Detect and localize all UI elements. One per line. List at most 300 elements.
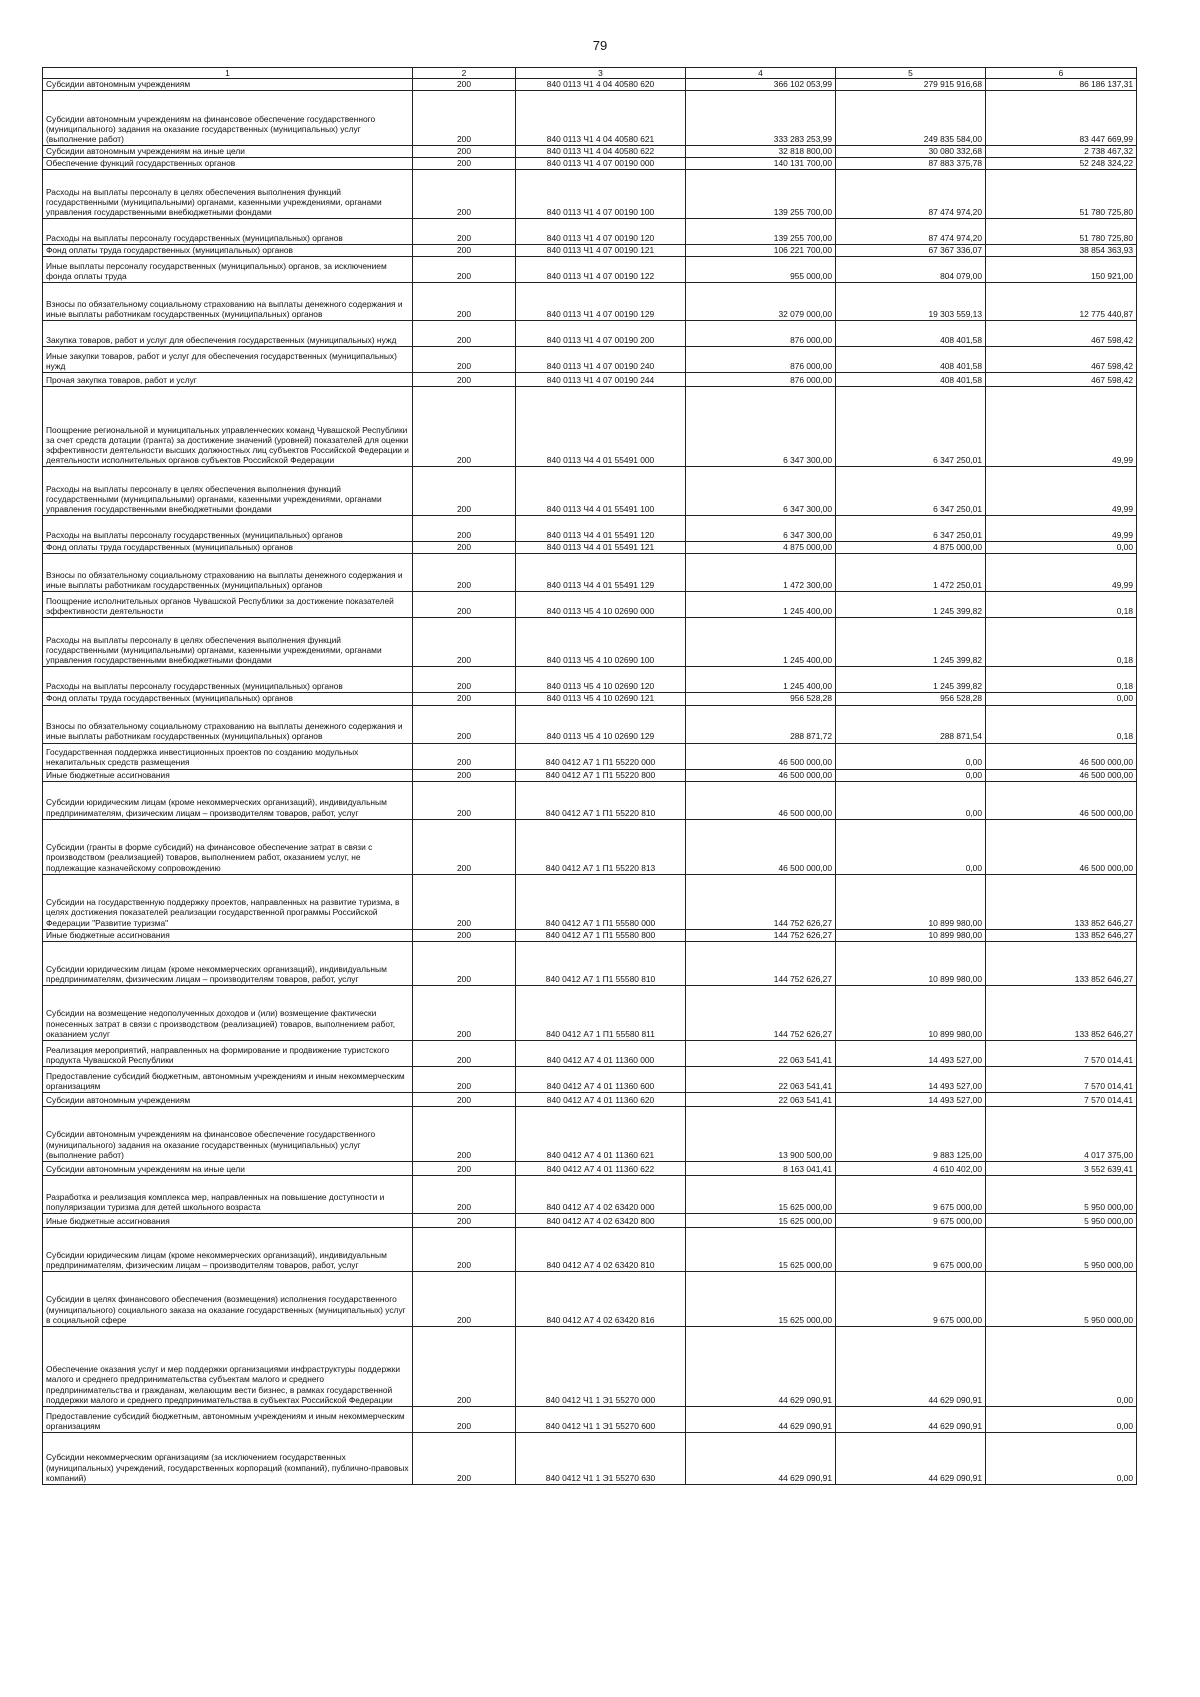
table-row — [43, 321, 1137, 347]
approved-amount: 139 255 700,00 — [686, 219, 836, 245]
line-code: 200 — [413, 705, 516, 743]
approved-amount: 15 625 000,00 — [686, 1175, 836, 1213]
executed-amount: 14 493 527,00 — [836, 1066, 986, 1092]
column-number: 6 — [986, 68, 1137, 79]
unexecuted-amount: 7 570 014,41 — [986, 1040, 1137, 1066]
budget-classifier-code: 840 0113 Ч4 4 01 55491 129 — [516, 554, 686, 592]
expense-name: Закупка товаров, работ и услуг для обеспечения государственных (муниципальных) нужд — [43, 321, 413, 347]
approved-amount: 32 818 800,00 — [686, 146, 836, 158]
unexecuted-amount: 5 950 000,00 — [986, 1213, 1137, 1227]
table-row — [43, 1066, 1137, 1092]
approved-amount: 22 063 541,41 — [686, 1092, 836, 1106]
executed-amount: 14 493 527,00 — [836, 1092, 986, 1106]
unexecuted-amount: 46 500 000,00 — [986, 769, 1137, 781]
unexecuted-amount: 46 500 000,00 — [986, 743, 1137, 769]
approved-amount: 876 000,00 — [686, 321, 836, 347]
budget-classifier-code: 840 0113 Ч5 4 10 02690 000 — [516, 592, 686, 618]
line-code: 200 — [413, 542, 516, 554]
approved-amount: 22 063 541,41 — [686, 1040, 836, 1066]
table-row — [43, 667, 1137, 693]
unexecuted-amount: 467 598,42 — [986, 373, 1137, 387]
unexecuted-amount: 83 447 669,99 — [986, 91, 1137, 146]
line-code: 200 — [413, 219, 516, 245]
unexecuted-amount: 0,18 — [986, 592, 1137, 618]
expense-name: Государственная поддержка инвестиционных проектов по созданию модульных некапитальных средств размещения — [43, 743, 413, 769]
approved-amount: 22 063 541,41 — [686, 1066, 836, 1092]
expense-name: Субсидии автономным учреждениям на иные цели — [43, 1161, 413, 1175]
unexecuted-amount: 133 852 646,27 — [986, 874, 1137, 929]
unexecuted-amount: 12 775 440,87 — [986, 283, 1137, 321]
table-row — [43, 1040, 1137, 1066]
line-code: 200 — [413, 781, 516, 819]
line-code: 200 — [413, 1271, 516, 1326]
column-number: 5 — [836, 68, 986, 79]
approved-amount: 144 752 626,27 — [686, 985, 836, 1040]
unexecuted-amount: 7 570 014,41 — [986, 1066, 1137, 1092]
budget-classifier-code: 840 0113 Ч5 4 10 02690 100 — [516, 618, 686, 667]
unexecuted-amount: 0,00 — [986, 1326, 1137, 1406]
expense-name: Субсидии автономным учреждениям на финансовое обеспечение государственного (муниципального) задания на оказание государственных (муниципальных) услуг (выполнение работ) — [43, 91, 413, 146]
table-row — [43, 79, 1137, 91]
unexecuted-amount: 467 598,42 — [986, 321, 1137, 347]
expense-name: Расходы на выплаты персоналу государственных (муниципальных) органов — [43, 516, 413, 542]
approved-amount: 144 752 626,27 — [686, 929, 836, 941]
budget-classifier-code: 840 0113 Ч1 4 07 00190 000 — [516, 158, 686, 170]
budget-classifier-code: 840 0412 Ч1 1 Э1 55270 000 — [516, 1326, 686, 1406]
executed-amount: 408 401,58 — [836, 321, 986, 347]
expense-name: Субсидии юридическим лицам (кроме некоммерческих организаций), индивидуальным предпринимателям, физическим лицам – производителям товаров, работ, услуг — [43, 781, 413, 819]
approved-amount: 15 625 000,00 — [686, 1271, 836, 1326]
line-code: 200 — [413, 1432, 516, 1484]
expense-name: Иные выплаты персоналу государственных (муниципальных) органов, за исключением фонда оплаты труда — [43, 257, 413, 283]
executed-amount: 1 245 399,82 — [836, 667, 986, 693]
executed-amount: 956 528,28 — [836, 693, 986, 705]
approved-amount: 44 629 090,91 — [686, 1406, 836, 1432]
table-row — [43, 387, 1137, 467]
executed-amount: 1 472 250,01 — [836, 554, 986, 592]
approved-amount: 46 500 000,00 — [686, 743, 836, 769]
column-number-header — [43, 68, 1137, 79]
unexecuted-amount: 0,00 — [986, 542, 1137, 554]
unexecuted-amount: 5 950 000,00 — [986, 1271, 1137, 1326]
budget-classifier-code: 840 0113 Ч1 4 07 00190 240 — [516, 347, 686, 373]
budget-classifier-code: 840 0412 А7 4 02 63420 800 — [516, 1213, 686, 1227]
expense-name: Субсидии автономным учреждениям на иные цели — [43, 146, 413, 158]
expense-name: Субсидии в целях финансового обеспечения (возмещения) исполнения государственного (муниципального) социального заказа на оказание государственных (муниципальных) услуг в социальной сфере — [43, 1271, 413, 1326]
budget-classifier-code: 840 0113 Ч1 4 07 00190 100 — [516, 170, 686, 219]
unexecuted-amount: 7 570 014,41 — [986, 1092, 1137, 1106]
unexecuted-amount: 133 852 646,27 — [986, 941, 1137, 985]
table-row — [43, 516, 1137, 542]
line-code: 200 — [413, 1066, 516, 1092]
executed-amount: 44 629 090,91 — [836, 1326, 986, 1406]
table-row — [43, 929, 1137, 941]
line-code: 200 — [413, 373, 516, 387]
executed-amount: 6 347 250,01 — [836, 467, 986, 516]
budget-classifier-code: 840 0412 А7 4 02 63420 810 — [516, 1227, 686, 1271]
unexecuted-amount: 3 552 639,41 — [986, 1161, 1137, 1175]
unexecuted-amount: 0,18 — [986, 618, 1137, 667]
approved-amount: 144 752 626,27 — [686, 941, 836, 985]
line-code: 200 — [413, 1106, 516, 1161]
table-row — [43, 542, 1137, 554]
expense-name: Расходы на выплаты персоналу в целях обеспечения выполнения функций государственными (муниципальными) органами, казенными учреждениями, органами управления государственными внебюджетными фондами — [43, 467, 413, 516]
unexecuted-amount: 0,18 — [986, 705, 1137, 743]
line-code: 200 — [413, 1227, 516, 1271]
unexecuted-amount: 86 186 137,31 — [986, 79, 1137, 91]
budget-classifier-code: 840 0113 Ч1 4 04 40580 622 — [516, 146, 686, 158]
budget-classifier-code: 840 0113 Ч1 4 07 00190 120 — [516, 219, 686, 245]
executed-amount: 87 883 375,78 — [836, 158, 986, 170]
unexecuted-amount: 133 852 646,27 — [986, 985, 1137, 1040]
line-code: 200 — [413, 1161, 516, 1175]
budget-classifier-code: 840 0113 Ч5 4 10 02690 121 — [516, 693, 686, 705]
table-row — [43, 592, 1137, 618]
approved-amount: 1 245 400,00 — [686, 618, 836, 667]
table-row — [43, 158, 1137, 170]
expense-name: Фонд оплаты труда государственных (муниципальных) органов — [43, 693, 413, 705]
line-code: 200 — [413, 321, 516, 347]
approved-amount: 876 000,00 — [686, 373, 836, 387]
line-code: 200 — [413, 667, 516, 693]
budget-classifier-code: 840 0113 Ч1 4 07 00190 244 — [516, 373, 686, 387]
budget-classifier-code: 840 0412 А7 4 01 11360 620 — [516, 1092, 686, 1106]
executed-amount: 804 079,00 — [836, 257, 986, 283]
expense-name: Фонд оплаты труда государственных (муниципальных) органов — [43, 245, 413, 257]
executed-amount: 44 629 090,91 — [836, 1432, 986, 1484]
executed-amount: 0,00 — [836, 769, 986, 781]
expense-name: Предоставление субсидий бюджетным, автономным учреждениям и иным некоммерческим организациям — [43, 1066, 413, 1092]
table-row — [43, 347, 1137, 373]
budget-classifier-code: 840 0113 Ч4 4 01 55491 100 — [516, 467, 686, 516]
budget-classifier-code: 840 0412 А7 4 02 63420 816 — [516, 1271, 686, 1326]
approved-amount: 106 221 700,00 — [686, 245, 836, 257]
line-code: 200 — [413, 941, 516, 985]
unexecuted-amount: 0,00 — [986, 1432, 1137, 1484]
approved-amount: 15 625 000,00 — [686, 1213, 836, 1227]
line-code: 200 — [413, 257, 516, 283]
line-code: 200 — [413, 1326, 516, 1406]
budget-classifier-code: 840 0412 А7 4 01 11360 600 — [516, 1066, 686, 1092]
table-row — [43, 693, 1137, 705]
executed-amount: 4 875 000,00 — [836, 542, 986, 554]
line-code: 200 — [413, 283, 516, 321]
executed-amount: 6 347 250,01 — [836, 387, 986, 467]
line-code: 200 — [413, 874, 516, 929]
executed-amount: 408 401,58 — [836, 347, 986, 373]
executed-amount: 19 303 559,13 — [836, 283, 986, 321]
budget-classifier-code: 840 0113 Ч1 4 07 00190 121 — [516, 245, 686, 257]
budget-classifier-code: 840 0113 Ч1 4 04 40580 621 — [516, 91, 686, 146]
expense-name: Субсидии юридическим лицам (кроме некоммерческих организаций), индивидуальным предпринимателям, физическим лицам – производителям товаров, работ, услуг — [43, 1227, 413, 1271]
budget-classifier-code: 840 0113 Ч5 4 10 02690 129 — [516, 705, 686, 743]
executed-amount: 9 675 000,00 — [836, 1271, 986, 1326]
expense-name: Взносы по обязательному социальному страхованию на выплаты денежного содержания и иные выплаты работникам государственных (муниципальных) органов — [43, 705, 413, 743]
unexecuted-amount: 5 950 000,00 — [986, 1175, 1137, 1213]
unexecuted-amount: 133 852 646,27 — [986, 929, 1137, 941]
line-code: 200 — [413, 929, 516, 941]
table-row — [43, 1106, 1137, 1161]
column-number: 3 — [516, 68, 686, 79]
executed-amount: 10 899 980,00 — [836, 941, 986, 985]
approved-amount: 288 871,72 — [686, 705, 836, 743]
budget-classifier-code: 840 0412 А7 4 01 11360 000 — [516, 1040, 686, 1066]
expense-name: Субсидии автономным учреждениям — [43, 79, 413, 91]
executed-amount: 30 080 332,68 — [836, 146, 986, 158]
line-code: 200 — [413, 91, 516, 146]
budget-classifier-code: 840 0113 Ч5 4 10 02690 120 — [516, 667, 686, 693]
line-code: 200 — [413, 79, 516, 91]
expense-name: Расходы на выплаты персоналу государственных (муниципальных) органов — [43, 219, 413, 245]
approved-amount: 955 000,00 — [686, 257, 836, 283]
column-number: 1 — [43, 68, 413, 79]
unexecuted-amount: 4 017 375,00 — [986, 1106, 1137, 1161]
table-row — [43, 91, 1137, 146]
expense-name: Субсидии на государственную поддержку проектов, направленных на развитие туризма, в целях достижения показателей реализации государственной программы Российской Федерации "Развитие туризма" — [43, 874, 413, 929]
expense-name: Иные бюджетные ассигнования — [43, 929, 413, 941]
expense-name: Иные закупки товаров, работ и услуг для обеспечения государственных (муниципальных) нужд — [43, 347, 413, 373]
approved-amount: 6 347 300,00 — [686, 467, 836, 516]
executed-amount: 9 675 000,00 — [836, 1213, 986, 1227]
unexecuted-amount: 49,99 — [986, 516, 1137, 542]
expense-name: Взносы по обязательному социальному страхованию на выплаты денежного содержания и иные выплаты работникам государственных (муниципальных) органов — [43, 554, 413, 592]
executed-amount: 9 675 000,00 — [836, 1227, 986, 1271]
line-code: 200 — [413, 516, 516, 542]
executed-amount: 67 367 336,07 — [836, 245, 986, 257]
unexecuted-amount: 0,00 — [986, 693, 1137, 705]
line-code: 200 — [413, 467, 516, 516]
executed-amount: 10 899 980,00 — [836, 985, 986, 1040]
budget-classifier-code: 840 0113 Ч4 4 01 55491 120 — [516, 516, 686, 542]
table-row — [43, 781, 1137, 819]
unexecuted-amount: 2 738 467,32 — [986, 146, 1137, 158]
budget-classifier-code: 840 0412 А7 1 П1 55580 810 — [516, 941, 686, 985]
table-row — [43, 618, 1137, 667]
table-row — [43, 1271, 1137, 1326]
line-code: 200 — [413, 245, 516, 257]
approved-amount: 1 245 400,00 — [686, 592, 836, 618]
approved-amount: 44 629 090,91 — [686, 1432, 836, 1484]
approved-amount: 6 347 300,00 — [686, 516, 836, 542]
line-code: 200 — [413, 693, 516, 705]
expense-name: Субсидии на возмещение недополученных доходов и (или) возмещение фактически понесенных затрат в связи с производством (реализацией) товаров, выполнением работ, оказанием услуг — [43, 985, 413, 1040]
executed-amount: 9 675 000,00 — [836, 1175, 986, 1213]
table-row — [43, 985, 1137, 1040]
unexecuted-amount: 49,99 — [986, 554, 1137, 592]
expense-name: Обеспечение оказания услуг и мер поддержки организациями инфраструктуры поддержки малого и среднего предпринимательства субъектам малого и среднего предпринимательства и гражданам, желающим вести бизнес, в рамках государственной поддержки малого и среднего предпринимательства в субъектах Российской Федерации — [43, 1326, 413, 1406]
budget-classifier-code: 840 0113 Ч1 4 07 00190 129 — [516, 283, 686, 321]
executed-amount: 10 899 980,00 — [836, 874, 986, 929]
expense-name: Взносы по обязательному социальному страхованию на выплаты денежного содержания и иные выплаты работникам государственных (муниципальных) органов — [43, 283, 413, 321]
approved-amount: 46 500 000,00 — [686, 769, 836, 781]
table-row — [43, 257, 1137, 283]
executed-amount: 9 883 125,00 — [836, 1106, 986, 1161]
expense-name: Расходы на выплаты персоналу в целях обеспечения выполнения функций государственными (муниципальными) органами, казенными учреждениями, органами управления государственными внебюджетными фондами — [43, 618, 413, 667]
approved-amount: 13 900 500,00 — [686, 1106, 836, 1161]
budget-classifier-code: 840 0113 Ч4 4 01 55491 000 — [516, 387, 686, 467]
approved-amount: 32 079 000,00 — [686, 283, 836, 321]
executed-amount: 0,00 — [836, 819, 986, 874]
executed-amount: 87 474 974,20 — [836, 170, 986, 219]
column-number: 4 — [686, 68, 836, 79]
executed-amount: 0,00 — [836, 743, 986, 769]
line-code: 200 — [413, 985, 516, 1040]
approved-amount: 366 102 053,99 — [686, 79, 836, 91]
budget-classifier-code: 840 0412 Ч1 1 Э1 55270 600 — [516, 1406, 686, 1432]
expense-name: Субсидии некоммерческим организациям (за исключением государственных (муниципальных) учреждений, государственных корпораций (компаний), публично-правовых компаний) — [43, 1432, 413, 1484]
executed-amount: 14 493 527,00 — [836, 1040, 986, 1066]
executed-amount: 10 899 980,00 — [836, 929, 986, 941]
approved-amount: 6 347 300,00 — [686, 387, 836, 467]
table-row — [43, 1432, 1137, 1484]
table-row — [43, 1092, 1137, 1106]
approved-amount: 333 283 253,99 — [686, 91, 836, 146]
line-code: 200 — [413, 146, 516, 158]
approved-amount: 15 625 000,00 — [686, 1227, 836, 1271]
executed-amount: 44 629 090,91 — [836, 1406, 986, 1432]
table-row — [43, 874, 1137, 929]
page-number: 79 — [592, 38, 608, 53]
line-code: 200 — [413, 554, 516, 592]
expense-name: Субсидии юридическим лицам (кроме некоммерческих организаций), индивидуальным предпринимателям, физическим лицам – производителям товаров, работ, услуг — [43, 941, 413, 985]
table-row — [43, 705, 1137, 743]
budget-classifier-code: 840 0412 А7 4 01 11360 622 — [516, 1161, 686, 1175]
line-code: 200 — [413, 1175, 516, 1213]
line-code: 200 — [413, 170, 516, 219]
table-row — [43, 467, 1137, 516]
executed-amount: 279 915 916,68 — [836, 79, 986, 91]
executed-amount: 0,00 — [836, 781, 986, 819]
expense-name: Поощрение региональной и муниципальных управленческих команд Чувашской Республики за счет средств дотации (гранта) за достижение значений (уровней) показателей для оценки эффективности деятельности высших должностных лиц субъектов Российской Федерации и деятельности исполнительных органов субъектов Российской Федерации — [43, 387, 413, 467]
expense-name: Поощрение исполнительных органов Чувашской Республики за достижение показателей эффективности деятельности — [43, 592, 413, 618]
budget-classifier-code: 840 0113 Ч1 4 07 00190 122 — [516, 257, 686, 283]
line-code: 200 — [413, 1092, 516, 1106]
table-row — [43, 1175, 1137, 1213]
executed-amount: 1 245 399,82 — [836, 618, 986, 667]
unexecuted-amount: 467 598,42 — [986, 347, 1137, 373]
line-code: 200 — [413, 819, 516, 874]
budget-classifier-code: 840 0412 А7 1 П1 55220 813 — [516, 819, 686, 874]
unexecuted-amount: 46 500 000,00 — [986, 781, 1137, 819]
column-number: 2 — [413, 68, 516, 79]
budget-classifier-code: 840 0113 Ч1 4 07 00190 200 — [516, 321, 686, 347]
line-code: 200 — [413, 743, 516, 769]
unexecuted-amount: 46 500 000,00 — [986, 819, 1137, 874]
approved-amount: 44 629 090,91 — [686, 1326, 836, 1406]
table-row — [43, 146, 1137, 158]
approved-amount: 46 500 000,00 — [686, 781, 836, 819]
approved-amount: 876 000,00 — [686, 347, 836, 373]
budget-classifier-code: 840 0412 Ч1 1 Э1 55270 630 — [516, 1432, 686, 1484]
table-row — [43, 554, 1137, 592]
expense-name: Реализация мероприятий, направленных на формирование и продвижение туристского продукта Чувашской Республики — [43, 1040, 413, 1066]
table-row — [43, 769, 1137, 781]
unexecuted-amount: 0,00 — [986, 1406, 1137, 1432]
table-row — [43, 1227, 1137, 1271]
executed-amount: 87 474 974,20 — [836, 219, 986, 245]
expense-name: Субсидии автономным учреждениям — [43, 1092, 413, 1106]
table-row — [43, 245, 1137, 257]
line-code: 200 — [413, 618, 516, 667]
approved-amount: 46 500 000,00 — [686, 819, 836, 874]
expense-name: Субсидии (гранты в форме субсидий) на финансовое обеспечение затрат в связи с производством (реализацией) товаров, выполнением работ, оказанием услуг, не подлежащие казначейскому сопровождению — [43, 819, 413, 874]
table-row — [43, 819, 1137, 874]
expense-name: Иные бюджетные ассигнования — [43, 769, 413, 781]
table-row — [43, 1326, 1137, 1406]
line-code: 200 — [413, 158, 516, 170]
line-code: 200 — [413, 592, 516, 618]
approved-amount: 8 163 041,41 — [686, 1161, 836, 1175]
budget-classifier-code: 840 0412 А7 1 П1 55220 000 — [516, 743, 686, 769]
budget-classifier-code: 840 0412 А7 4 02 63420 000 — [516, 1175, 686, 1213]
approved-amount: 4 875 000,00 — [686, 542, 836, 554]
executed-amount: 288 871,54 — [836, 705, 986, 743]
table-row — [43, 219, 1137, 245]
budget-classifier-code: 840 0412 А7 4 01 11360 621 — [516, 1106, 686, 1161]
executed-amount: 408 401,58 — [836, 373, 986, 387]
unexecuted-amount: 51 780 725,80 — [986, 170, 1137, 219]
line-code: 200 — [413, 769, 516, 781]
budget-classifier-code: 840 0113 Ч4 4 01 55491 121 — [516, 542, 686, 554]
budget-classifier-code: 840 0113 Ч1 4 04 40580 620 — [516, 79, 686, 91]
expense-name: Фонд оплаты труда государственных (муниципальных) органов — [43, 542, 413, 554]
executed-amount: 4 610 402,00 — [836, 1161, 986, 1175]
table-row — [43, 743, 1137, 769]
unexecuted-amount: 38 854 363,93 — [986, 245, 1137, 257]
expense-name: Разработка и реализация комплекса мер, направленных на повышение доступности и популяризации туризма для детей школьного возраста — [43, 1175, 413, 1213]
executed-amount: 249 835 584,00 — [836, 91, 986, 146]
approved-amount: 956 528,28 — [686, 693, 836, 705]
approved-amount: 1 245 400,00 — [686, 667, 836, 693]
line-code: 200 — [413, 1040, 516, 1066]
budget-execution-table — [42, 67, 1137, 1485]
line-code: 200 — [413, 347, 516, 373]
unexecuted-amount: 150 921,00 — [986, 257, 1137, 283]
unexecuted-amount: 0,18 — [986, 667, 1137, 693]
unexecuted-amount: 51 780 725,80 — [986, 219, 1137, 245]
table-row — [43, 283, 1137, 321]
unexecuted-amount: 5 950 000,00 — [986, 1227, 1137, 1271]
unexecuted-amount: 49,99 — [986, 467, 1137, 516]
approved-amount: 144 752 626,27 — [686, 874, 836, 929]
table-row — [43, 941, 1137, 985]
table-row — [43, 1406, 1137, 1432]
approved-amount: 1 472 300,00 — [686, 554, 836, 592]
expense-name: Субсидии автономным учреждениям на финансовое обеспечение государственного (муниципального) задания на оказание государственных (муниципальных) услуг (выполнение работ) — [43, 1106, 413, 1161]
expense-name: Прочая закупка товаров, работ и услуг — [43, 373, 413, 387]
unexecuted-amount: 52 248 324,22 — [986, 158, 1137, 170]
expense-name: Обеспечение функций государственных органов — [43, 158, 413, 170]
line-code: 200 — [413, 1406, 516, 1432]
table-row — [43, 1213, 1137, 1227]
executed-amount: 1 245 399,82 — [836, 592, 986, 618]
executed-amount: 6 347 250,01 — [836, 516, 986, 542]
approved-amount: 139 255 700,00 — [686, 170, 836, 219]
expense-name: Расходы на выплаты персоналу в целях обеспечения выполнения функций государственными (муниципальными) органами, казенными учреждениями, органами управления государственными внебюджетными фондами — [43, 170, 413, 219]
budget-classifier-code: 840 0412 А7 1 П1 55580 000 — [516, 874, 686, 929]
budget-classifier-code: 840 0412 А7 1 П1 55580 811 — [516, 985, 686, 1040]
budget-classifier-code: 840 0412 А7 1 П1 55580 800 — [516, 929, 686, 941]
budget-classifier-code: 840 0412 А7 1 П1 55220 810 — [516, 781, 686, 819]
table-row — [43, 170, 1137, 219]
approved-amount: 140 131 700,00 — [686, 158, 836, 170]
line-code: 200 — [413, 1213, 516, 1227]
budget-classifier-code: 840 0412 А7 1 П1 55220 800 — [516, 769, 686, 781]
table-row — [43, 373, 1137, 387]
unexecuted-amount: 49,99 — [986, 387, 1137, 467]
line-code: 200 — [413, 387, 516, 467]
expense-name: Иные бюджетные ассигнования — [43, 1213, 413, 1227]
